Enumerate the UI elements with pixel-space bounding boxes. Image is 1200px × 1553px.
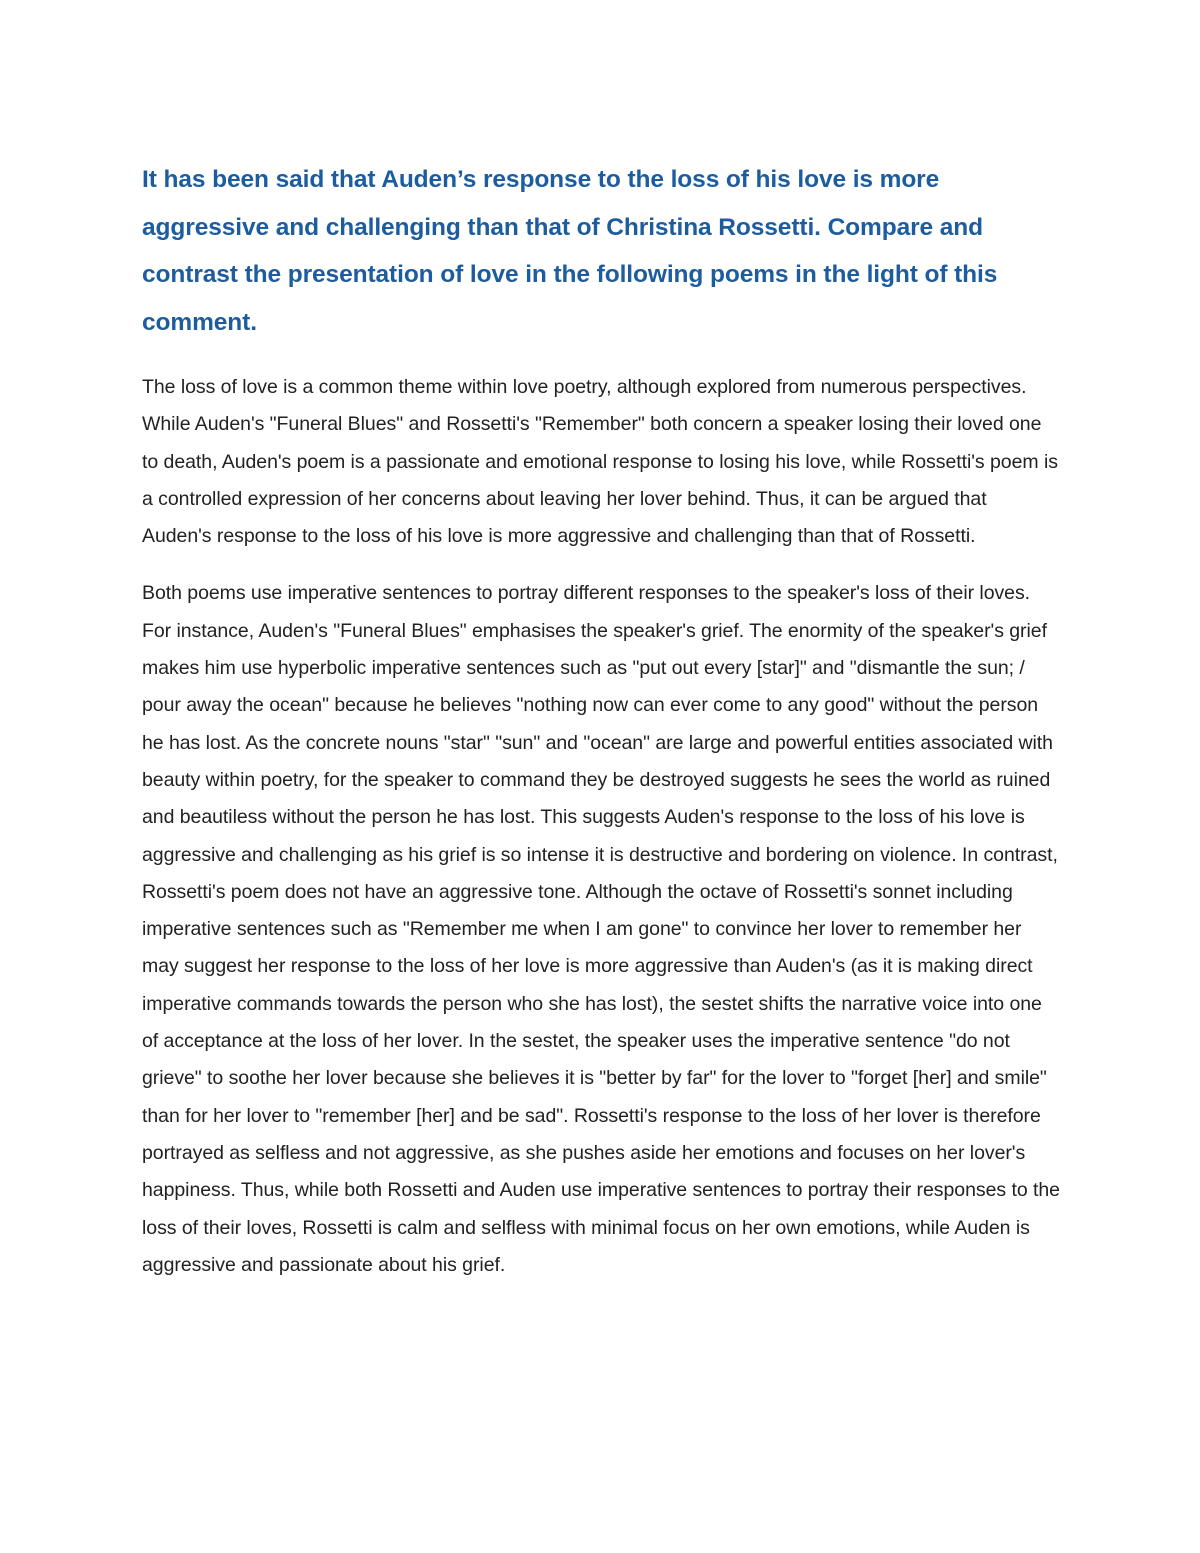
- body-paragraph-imperative-sentences: Both poems use imperative sentences to portray different responses to the speaker's loss of their loves. For instance, Auden's "Funeral Blues" emphasises the speaker's grief. The enormity of the speaker's grief makes him use hyperbolic imperative sentences such as "put out every [star]" and "dismantle the sun; / pour away the ocean" because he believes "nothing now can ever come to any good" without the person he has lost. As the concrete nouns "star" "sun" and "ocean" are large and powerful entities associated with beauty within poetry, for the speaker to command they be destroyed suggests he sees the world as ruined and beautiless without the person he has lost. This suggests Auden's response to the loss of his love is aggressive and challenging as his grief is so intense it is destructive and bordering on violence. In contrast, Rossetti's poem does not have an aggressive tone. Although the octave of Rossetti's sonnet including imperative sentences such as "Remember me when I am gone" to convince her lover to remember her may suggest her response to the loss of her love is more aggressive than Auden's (as it is making direct imperative commands towards the person who she has lost), the sestet shifts the narrative voice into one of acceptance at the loss of her lover. In the sestet, the speaker uses the imperative sentence "do not grieve" to soothe her lover because she believes it is "better by far" for the lover to "forget [her] and smile" than for her lover to "remember [her] and be sad". Rossetti's response to the loss of her lover is therefore portrayed as selfless and not aggressive, as she pushes aside her emotions and focuses on her lover's happiness. Thus, while both Rossetti and Auden use imperative sentences to portray their responses to the loss of their loves, Rossetti is calm and selfless with minimal focus on her own emotions, while Auden is aggressive and passionate about his grief.: [142, 582, 1060, 1276]
- document-page: [142, 156, 1060, 1304]
- body-paragraph-introduction: The loss of love is a common theme within love poetry, although explored from numerous perspectives. While Auden's "Funeral Blues" and Rossetti's "Remember" both concern a speaker losing their loved one to death, Auden's poem is a passionate and emotional response to losing his love, while Rossetti's poem is a controlled expression of her concerns about leaving her lover behind. Thus, it can be argued that Auden's response to the loss of his love is more aggressive and challenging than that of Rossetti.: [142, 376, 1058, 548]
- essay-question-heading: It has been said that Auden’s response to the loss of his love is more aggressive and challenging than that of Christina Rossetti. Compare and contrast the presentation of love in the following poems in the light of this comment.: [142, 166, 998, 336]
